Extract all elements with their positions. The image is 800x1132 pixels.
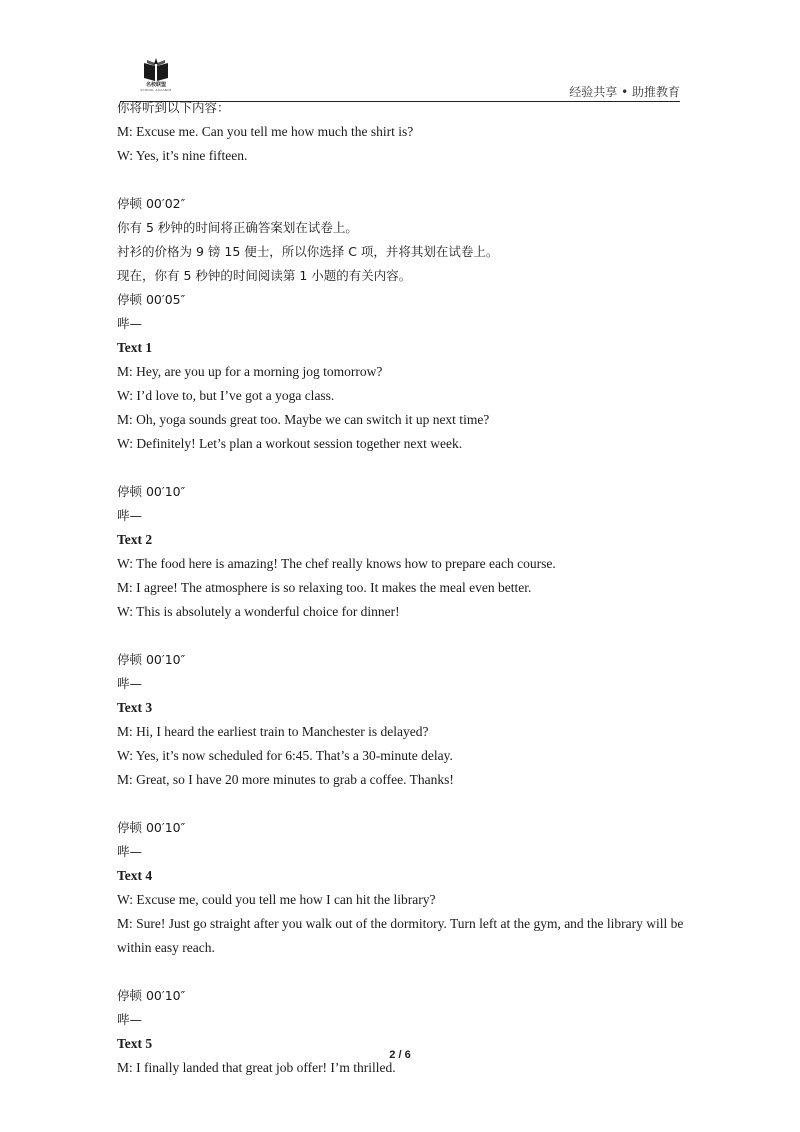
- instruction-line: 哔—: [117, 1012, 143, 1027]
- header-slogan: 经验共享 • 助推教育: [569, 85, 680, 99]
- dialogue-line: M: Sure! Just go straight after you walk out of the dormitory. Turn left at the gym, and the library will be within easy reach.: [117, 916, 684, 955]
- section-heading: Text 4: [117, 868, 153, 883]
- instruction-line: 停顿 00′10″: [117, 820, 186, 835]
- paragraph-gap: [117, 792, 697, 816]
- dialogue-line: W: The food here is amazing! The chef really knows how to prepare each course.: [117, 556, 556, 571]
- logo-subtext: SCHOOL ALLIANCE: [140, 88, 172, 92]
- dialogue-line: M: Excuse me. Can you tell me how much the shirt is?: [117, 124, 414, 139]
- instruction-line: 停顿 00′05″: [117, 292, 186, 307]
- transcript-content: [117, 96, 697, 1080]
- dialogue-line: M: Great, so I have 20 more minutes to grab a coffee. Thanks!: [117, 772, 454, 787]
- instruction-line: 哔—: [117, 508, 143, 523]
- instruction-line: 停顿 00′10″: [117, 652, 186, 667]
- instruction-line: 哔—: [117, 676, 143, 691]
- instruction-line: 哔—: [117, 316, 143, 331]
- section-heading: Text 5: [117, 1036, 153, 1051]
- instruction-line: 你将听到以下内容：: [117, 100, 230, 115]
- dialogue-line: W: Yes, it’s nine fifteen.: [117, 148, 248, 163]
- dialogue-line: M: I agree! The atmosphere is so relaxing too. It makes the meal even better.: [117, 580, 532, 595]
- paragraph-gap: [117, 168, 697, 192]
- logo-text: 名校联盟: [145, 82, 166, 88]
- page-header: [120, 50, 680, 100]
- instruction-line: 现在，你有 5 秒钟的时间阅读第 1 小题的有关内容。: [117, 268, 412, 283]
- instruction-line: 停顿 00′10″: [117, 484, 186, 499]
- paragraph-gap: [117, 624, 697, 648]
- section-heading: Text 1: [117, 340, 153, 355]
- section-heading: Text 2: [117, 532, 153, 547]
- instruction-line: 衬衫的价格为 9 镑 15 便士，所以你选择 C 项，并将其划在试卷上。: [117, 244, 499, 259]
- page-number: 2 / 6: [389, 1049, 411, 1061]
- dialogue-line: W: I’d love to, but I’ve got a yoga class.: [117, 388, 335, 403]
- paragraph-gap: [117, 960, 697, 984]
- dialogue-line: M: Hey, are you up for a morning jog tomorrow?: [117, 364, 383, 379]
- dialogue-line: M: Oh, yoga sounds great too. Maybe we can switch it up next time?: [117, 412, 490, 427]
- instruction-line: 哔—: [117, 844, 143, 859]
- instruction-line: 停顿 00′10″: [117, 988, 186, 1003]
- instruction-line: 停顿 00′02″: [117, 196, 186, 211]
- dialogue-line: W: Excuse me, could you tell me how I can hit the library?: [117, 892, 436, 907]
- open-book-icon: [142, 58, 170, 82]
- school-alliance-logo: [136, 58, 176, 96]
- dialogue-line: W: Definitely! Let’s plan a workout session together next week.: [117, 436, 463, 451]
- dialogue-line: W: Yes, it’s now scheduled for 6:45. That’s a 30-minute delay.: [117, 748, 453, 763]
- dialogue-line: M: Hi, I heard the earliest train to Manchester is delayed?: [117, 724, 429, 739]
- dialogue-line: W: This is absolutely a wonderful choice for dinner!: [117, 604, 400, 619]
- section-heading: Text 3: [117, 700, 153, 715]
- instruction-line: 你有 5 秒钟的时间将正确答案划在试卷上。: [117, 220, 358, 235]
- dialogue-line: M: I finally landed that great job offer! I’m thrilled.: [117, 1060, 396, 1075]
- paragraph-gap: [117, 456, 697, 480]
